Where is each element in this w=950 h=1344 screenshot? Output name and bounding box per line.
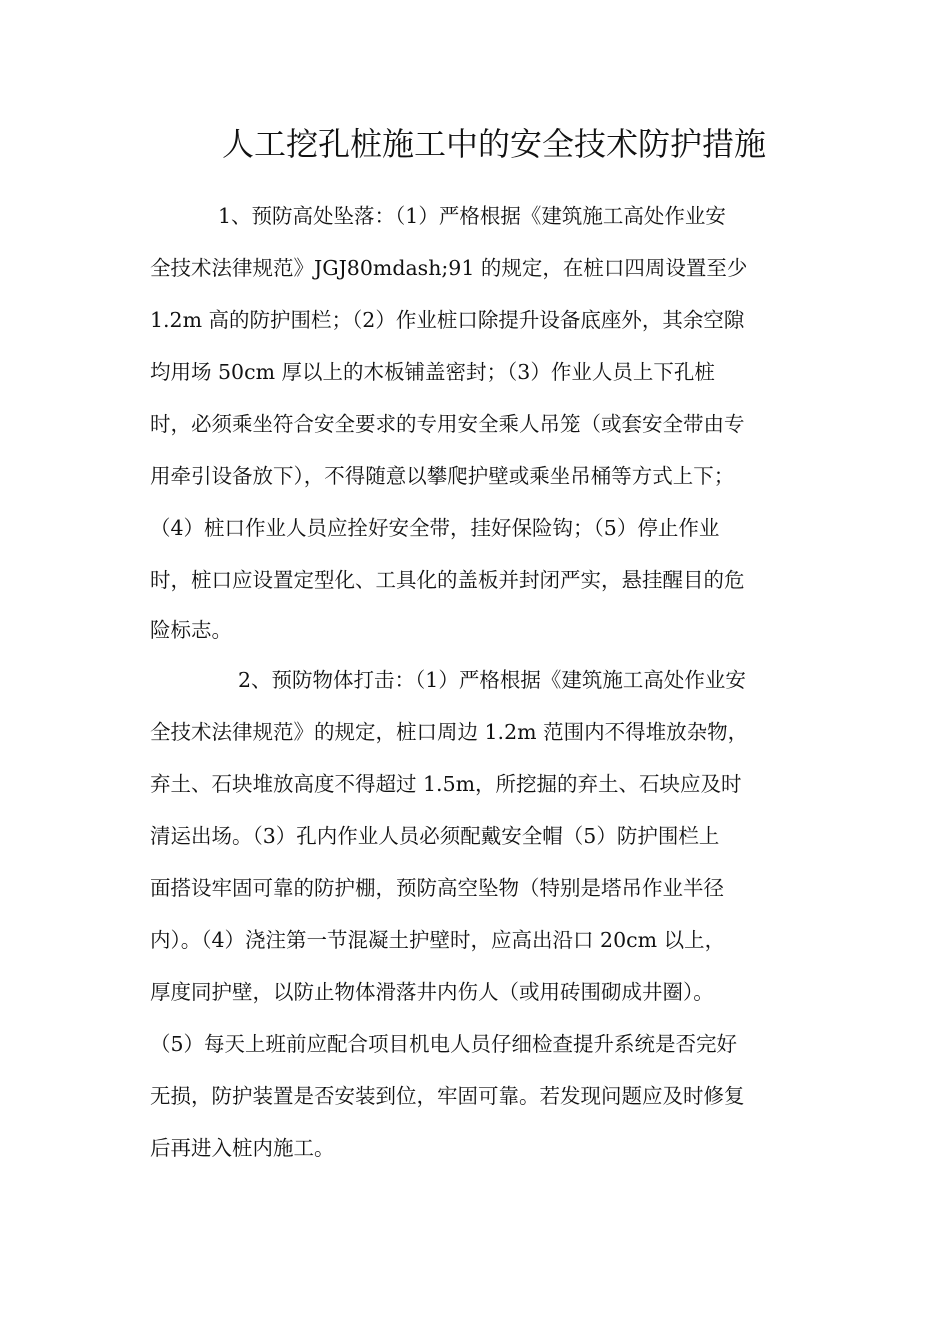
section1-line-8: 时，桩口应设置定型化、工具化的盖板并封闭严实，悬挂醒目的危 [150,568,745,592]
document-title: 人工挖孔桩施工中的安全技术防护措施 [222,125,767,163]
section2-line-7: 厚度同护壁，以防止物体滑落井内伤人（或用砖围砌成井圈）。 [150,980,714,1004]
section2-line-6: 内）。（4）浇注第一节混凝土护壁时，应高出沿口 20cm 以上， [150,928,726,952]
section2-line-8: （5）每天上班前应配合项目机电人员仔细检查提升系统是否完好 [150,1032,738,1056]
section1-line-3: 1.2m 高的防护围栏；（2）作业桩口除提升设备底座外，其余空隙 [150,308,745,332]
section1-line-5: 时，必须乘坐符合安全要求的专用安全乘人吊笼（或套安全带由专 [150,412,745,436]
section2-line-4: 清运出场。（3）孔内作业人员必须配戴安全帽（5）防护围栏上 [150,824,720,848]
section1-line-2: 全技术法律规范》JGJ80mdash;91 的规定，在桩口四周设置至少 [150,256,748,280]
section2-line-5: 面搭设牢固可靠的防护棚，预防高空坠物（特别是塔吊作业半径 [150,876,724,900]
section2-line-1: 2、预防物体打击：（1）严格根据《建筑施工高处作业安 [238,668,746,692]
section1-line-9: 险标志。 [150,618,232,642]
section2-line-3: 弃土、石块堆放高度不得超过 1.5m，所挖掘的弃土、石块应及时 [150,772,742,796]
section1-line-7: （4）桩口作业人员应拴好安全带，挂好保险钩；（5）停止作业 [150,516,720,540]
section2-line-2: 全技术法律规范》的规定，桩口周边 1.2m 范围内不得堆放杂物， [150,720,749,744]
section1-line-4: 均用场 50cm 厚以上的木板铺盖密封；（3）作业人员上下孔桩 [150,360,715,384]
section2-line-9: 无损，防护装置是否安装到位，牢固可靠。若发现问题应及时修复 [150,1084,745,1108]
section1-line-6: 用牵引设备放下），不得随意以攀爬护壁或乘坐吊桶等方式上下； [150,464,735,488]
section2-line-10: 后再进入桩内施工。 [150,1136,335,1160]
section1-line-1: 1、预防高处坠落：（1）严格根据《建筑施工高处作业安 [218,204,726,228]
